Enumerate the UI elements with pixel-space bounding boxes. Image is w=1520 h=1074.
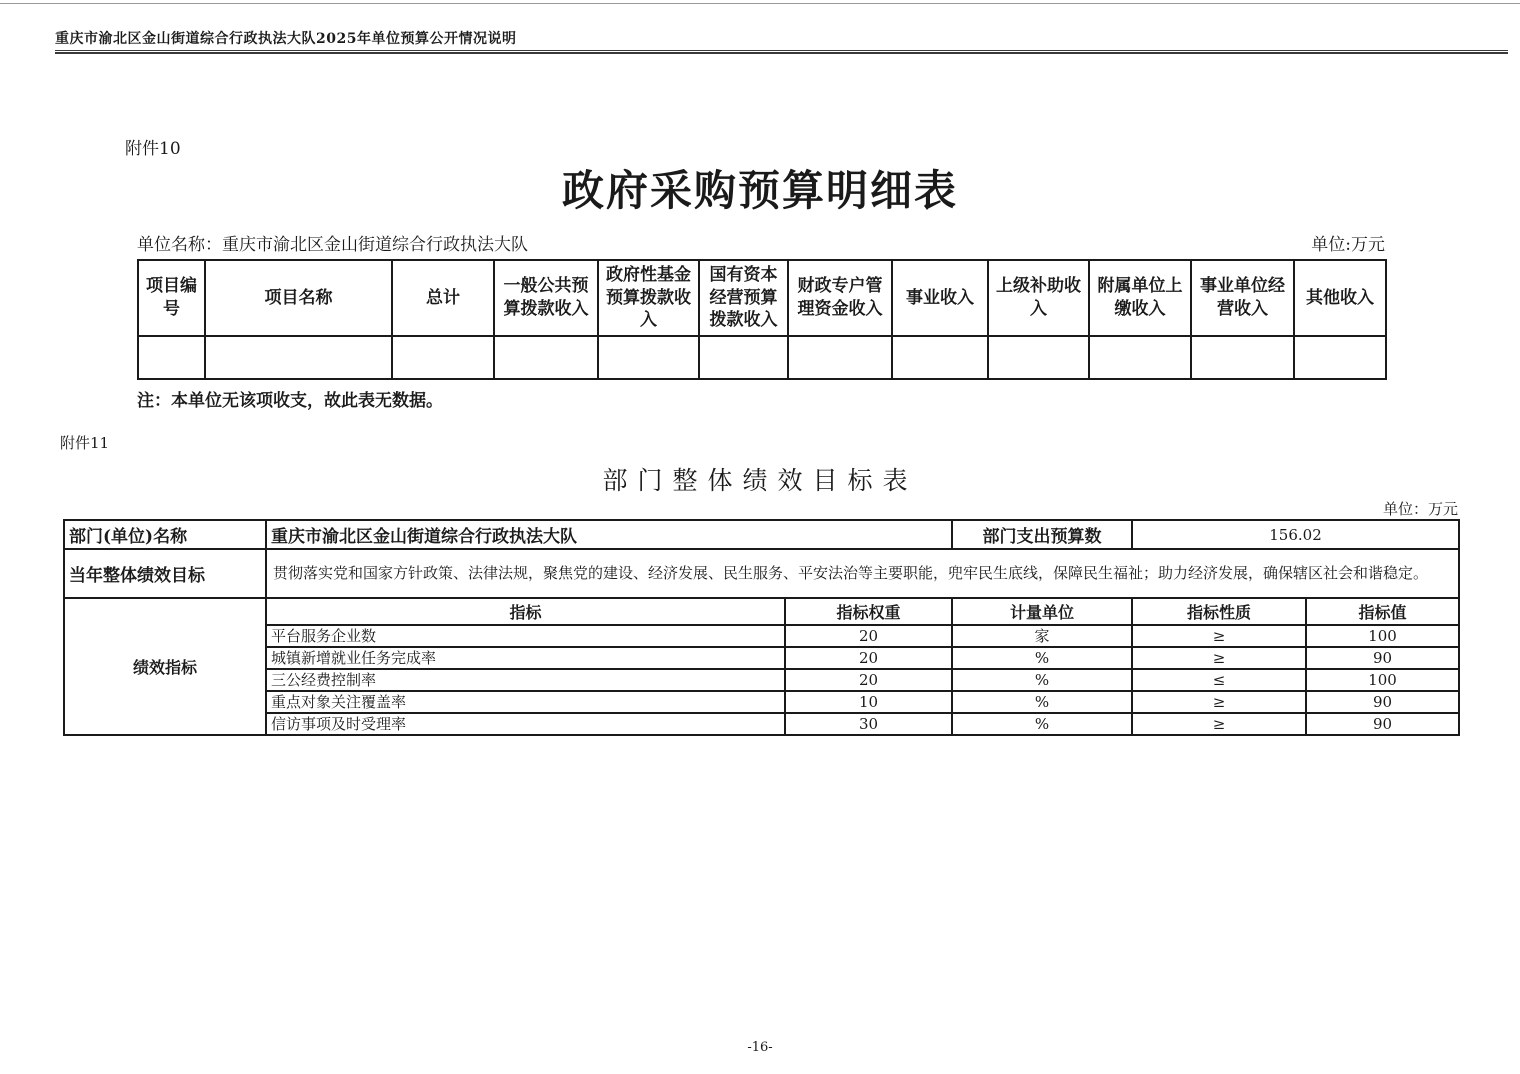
procurement-column-header: 政府性基金预算拨款收入 bbox=[598, 260, 699, 336]
top-hairline bbox=[0, 3, 1520, 4]
indicator-unit: % bbox=[952, 713, 1132, 735]
header-rule bbox=[55, 50, 1508, 54]
page-number: -16- bbox=[747, 1040, 773, 1055]
procurement-empty-cell bbox=[699, 336, 788, 379]
col-header-value: 指标值 bbox=[1306, 598, 1459, 625]
performance-table-body bbox=[64, 520, 1459, 735]
annual-goal-label: 当年整体绩效目标 bbox=[64, 549, 266, 598]
procurement-empty-cell bbox=[598, 336, 699, 379]
indicator-property: ≥ bbox=[1132, 625, 1306, 647]
indicator-property: ≥ bbox=[1132, 713, 1306, 735]
attachment10-label: 附件10 bbox=[125, 139, 181, 159]
indicator-unit: 家 bbox=[952, 625, 1132, 647]
procurement-unit-row bbox=[137, 230, 1385, 255]
indicator-weight: 10 bbox=[785, 691, 952, 713]
performance-indicator-label: 绩效指标 bbox=[64, 598, 266, 735]
indicator-name: 信访事项及时受理率 bbox=[266, 713, 785, 735]
procurement-empty-cell bbox=[494, 336, 598, 379]
indicator-unit: % bbox=[952, 647, 1132, 669]
performance-table-title: 部门整体绩效目标表 bbox=[602, 466, 918, 495]
procurement-column-header: 一般公共预算拨款收入 bbox=[494, 260, 598, 336]
dept-name-label: 部门(单位)名称 bbox=[64, 520, 266, 549]
procurement-empty-row bbox=[138, 336, 1386, 379]
unit-of-measure-1: 单位:万元 bbox=[1311, 235, 1385, 255]
col-header-unit: 计量单位 bbox=[952, 598, 1132, 625]
budget-value: 156.02 bbox=[1132, 520, 1459, 549]
procurement-column-header: 总计 bbox=[392, 260, 494, 336]
procurement-note: 注：本单位无该项收支，故此表无数据。 bbox=[137, 391, 443, 411]
unit-name-label: 单位名称： bbox=[137, 235, 222, 255]
indicator-value: 90 bbox=[1306, 691, 1459, 713]
procurement-empty-cell bbox=[1294, 336, 1386, 379]
procurement-empty-cell bbox=[788, 336, 892, 379]
indicator-weight: 30 bbox=[785, 713, 952, 735]
indicator-value: 90 bbox=[1306, 713, 1459, 735]
procurement-column-header: 国有资本经营预算拨款收入 bbox=[699, 260, 788, 336]
indicator-weight: 20 bbox=[785, 669, 952, 691]
procurement-header-row bbox=[138, 260, 1386, 336]
document-header: 重庆市渝北区金山街道综合行政执法大队2025年单位预算公开情况说明 bbox=[55, 31, 517, 47]
indicator-property: ≥ bbox=[1132, 647, 1306, 669]
indicator-unit: % bbox=[952, 691, 1132, 713]
indicator-row bbox=[64, 625, 1459, 647]
procurement-empty-cell bbox=[892, 336, 988, 379]
procurement-empty-cell bbox=[1089, 336, 1191, 379]
indicator-row bbox=[64, 691, 1459, 713]
budget-label: 部门支出预算数 bbox=[952, 520, 1132, 549]
procurement-column-header: 项目名称 bbox=[205, 260, 392, 336]
procurement-empty-cell bbox=[392, 336, 494, 379]
indicator-name: 平台服务企业数 bbox=[266, 625, 785, 647]
dept-name-value: 重庆市渝北区金山街道综合行政执法大队 bbox=[266, 520, 952, 549]
col-header-weight: 指标权重 bbox=[785, 598, 952, 625]
procurement-empty-cell bbox=[138, 336, 205, 379]
indicator-row bbox=[64, 669, 1459, 691]
procurement-column-header: 事业收入 bbox=[892, 260, 988, 336]
procurement-column-header: 项目编号 bbox=[138, 260, 205, 336]
procurement-table-title: 政府采购预算明细表 bbox=[561, 166, 958, 215]
procurement-empty-cell bbox=[1191, 336, 1294, 379]
indicator-property: ≥ bbox=[1132, 691, 1306, 713]
col-header-property: 指标性质 bbox=[1132, 598, 1306, 625]
indicator-weight: 20 bbox=[785, 625, 952, 647]
performance-target-table bbox=[63, 519, 1460, 736]
dept-name-row bbox=[64, 520, 1459, 549]
indicator-value: 100 bbox=[1306, 625, 1459, 647]
col-header-indicator: 指标 bbox=[266, 598, 785, 625]
procurement-column-header: 附属单位上缴收入 bbox=[1089, 260, 1191, 336]
annual-goal-text: 贯彻落实党和国家方针政策、法律法规，聚焦党的建设、经济发展、民生服务、平安法治等主要职能，兜牢民生底线，保障民生福祉；助力经济发展，确保辖区社会和谐稳定。 bbox=[266, 549, 1459, 598]
indicator-value: 100 bbox=[1306, 669, 1459, 691]
procurement-column-header: 事业单位经营收入 bbox=[1191, 260, 1294, 336]
indicator-weight: 20 bbox=[785, 647, 952, 669]
procurement-empty-cell bbox=[988, 336, 1089, 379]
indicator-name: 重点对象关注覆盖率 bbox=[266, 691, 785, 713]
unit-of-measure-2: 单位：万元 bbox=[1382, 500, 1458, 518]
indicator-name: 城镇新增就业任务完成率 bbox=[266, 647, 785, 669]
indicator-unit: % bbox=[952, 669, 1132, 691]
procurement-empty-cell bbox=[205, 336, 392, 379]
indicator-property: ≤ bbox=[1132, 669, 1306, 691]
indicator-value: 90 bbox=[1306, 647, 1459, 669]
attachment11-label: 附件11 bbox=[60, 434, 110, 452]
unit-name-value: 重庆市渝北区金山街道综合行政执法大队 bbox=[222, 235, 528, 255]
indicator-header-row bbox=[64, 598, 1459, 625]
procurement-column-header: 财政专户管理资金收入 bbox=[788, 260, 892, 336]
annual-goal-row bbox=[64, 549, 1459, 598]
indicator-name: 三公经费控制率 bbox=[266, 669, 785, 691]
procurement-column-header: 其他收入 bbox=[1294, 260, 1386, 336]
procurement-column-header: 上级补助收入 bbox=[988, 260, 1089, 336]
indicator-row bbox=[64, 647, 1459, 669]
procurement-budget-table bbox=[137, 259, 1387, 380]
indicator-row bbox=[64, 713, 1459, 735]
